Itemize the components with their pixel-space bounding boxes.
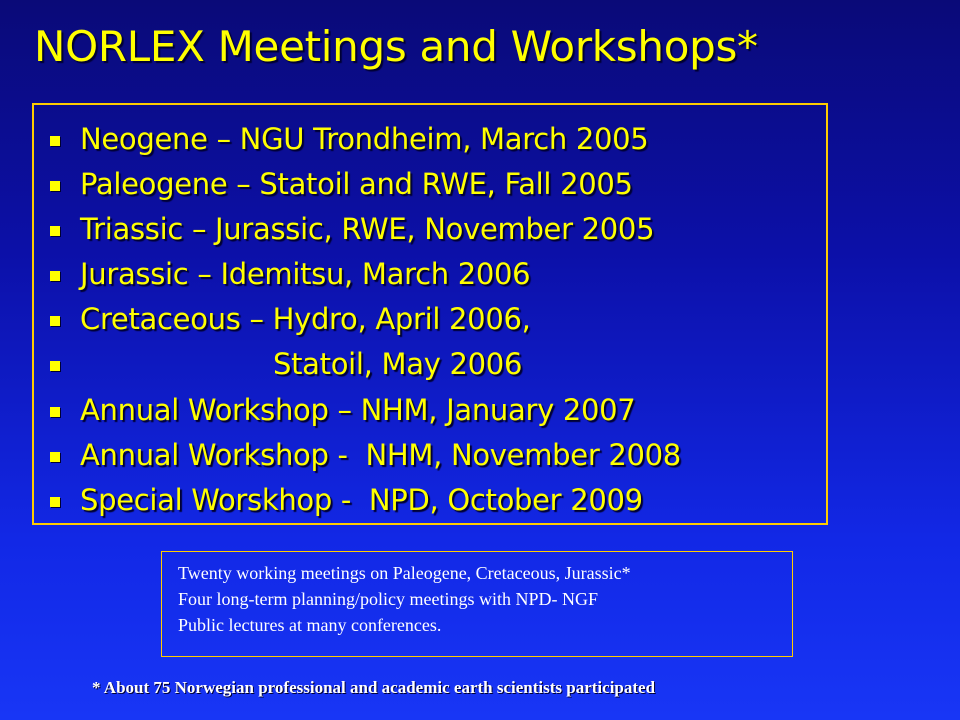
- bullet-icon: [50, 407, 60, 417]
- list-item: [50, 162, 681, 207]
- bullet-icon: [50, 226, 60, 236]
- meetings-list: [50, 117, 681, 523]
- list-item-text: Neogene – NGU Trondheim, March 2005: [80, 122, 649, 156]
- list-item-text: Statoil, May 2006: [273, 347, 523, 382]
- summary-line: Four long-term planning/policy meetings with NPD- NGF: [178, 589, 598, 609]
- bullet-icon: [50, 181, 60, 191]
- meetings-box: [32, 103, 828, 525]
- list-item-text: Special Worskhop - NPD, October 2009: [80, 482, 643, 517]
- summary-line: Twenty working meetings on Paleogene, Cretaceous, Jurassic*: [178, 563, 631, 583]
- bullet-icon: [50, 271, 60, 281]
- list-item-text: Paleogene – Statoil and RWE, Fall 2005: [80, 167, 633, 202]
- bullet-icon: [50, 316, 60, 326]
- footnote: * About 75 Norwegian professional and academic earth scientists participated: [92, 678, 656, 697]
- summary-box: [161, 551, 793, 657]
- list-item-text: Annual Workshop - NHM, November 2008: [80, 437, 681, 472]
- list-item: [50, 297, 681, 342]
- list-item-text: Triassic – Jurassic, RWE, November 2005: [80, 212, 655, 247]
- list-item: [50, 433, 681, 478]
- summary-line: Public lectures at many conferences.: [178, 615, 442, 635]
- slide-title: NORLEX Meetings and Workshops*: [34, 22, 758, 71]
- bullet-icon: [50, 361, 60, 371]
- list-item: [50, 342, 681, 387]
- list-item-text: Annual Workshop – NHM, January 2007: [80, 392, 636, 427]
- list-item: [50, 252, 681, 297]
- list-item: [50, 207, 681, 252]
- list-item: [50, 117, 681, 162]
- bullet-icon: [50, 497, 60, 507]
- list-item-text: Cretaceous – Hydro, April 2006,: [80, 302, 531, 337]
- bullet-icon: [50, 452, 60, 462]
- bullet-icon: [50, 136, 60, 146]
- list-item: [50, 388, 681, 433]
- list-item: [50, 478, 681, 523]
- list-item-text: Jurassic – Idemitsu, March 2006: [80, 257, 531, 292]
